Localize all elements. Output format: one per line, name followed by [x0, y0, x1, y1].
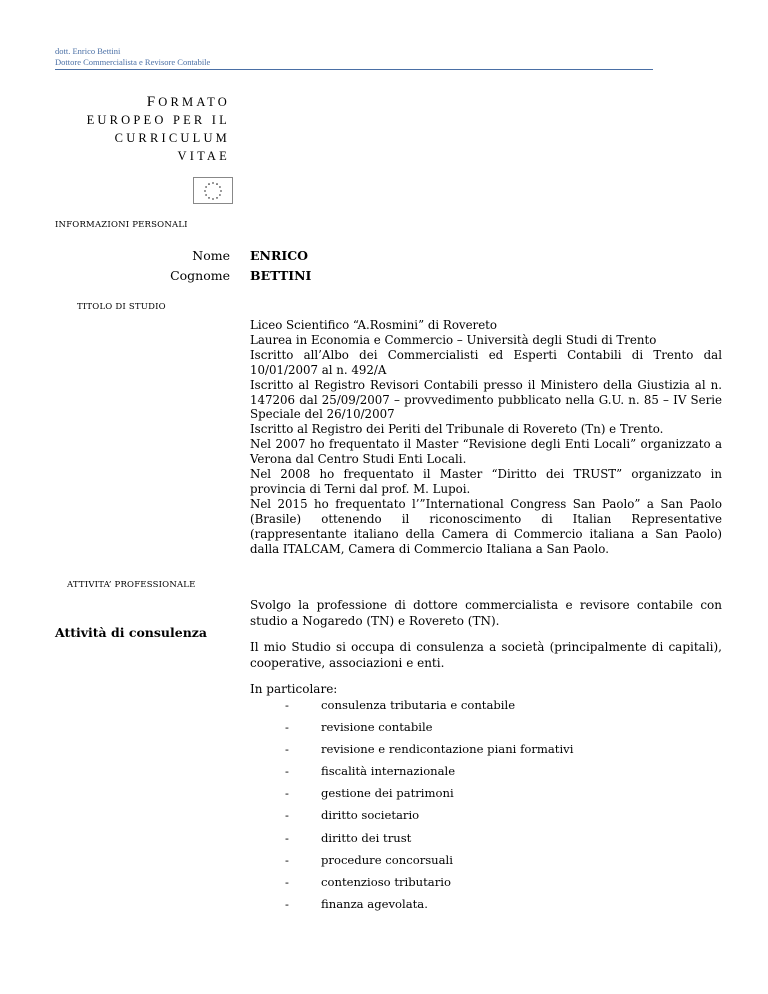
flag-star [216, 197, 218, 199]
bullet-dash: - [285, 808, 289, 823]
list-item [250, 698, 722, 720]
eu-flag-icon [193, 177, 233, 204]
title-line4: VITAE [177, 149, 230, 163]
list-item [250, 897, 722, 919]
bullet-dash: - [285, 764, 289, 779]
bullet-dash: - [285, 786, 289, 801]
bullet-dash: - [285, 698, 289, 712]
consulting-label: Attività di consulenza [55, 625, 208, 640]
title-line3: CURRICULUM [114, 131, 230, 145]
flag-star [205, 194, 207, 196]
list-item [250, 764, 722, 786]
title-line1: ORMATO [158, 95, 230, 109]
cv-title [87, 93, 230, 165]
page-header [55, 46, 653, 70]
bullet-dash: - [285, 874, 289, 889]
education-item: Liceo Scientifico “A.Rosmini” di Rovereto [250, 318, 498, 332]
bullet-dash: - [285, 742, 289, 757]
flag-star [208, 183, 210, 185]
professional-paragraph: Il mio Studio si occupa di consulenza a società (principalmente di capitali), cooperative, associazioni e enti. [250, 640, 722, 670]
professional-paragraph: Svolgo la professione di dottore commercialista e revisore contabile con studio a Nogaredo (TN) e Rovereto (TN). [250, 598, 722, 628]
service-label: fiscalità internazionale [321, 764, 456, 779]
service-label: procedure concorsuali [321, 852, 453, 867]
service-label: finanza agevolata. [321, 896, 428, 911]
title-line2: EUROPEO PER IL [86, 113, 230, 127]
service-label: revisione contabile [321, 720, 433, 735]
flag-star [219, 186, 221, 188]
list-item [250, 720, 722, 742]
name-value: ENRICO [250, 248, 309, 263]
surname-value: BETTINI [250, 268, 312, 283]
name-label: Nome [192, 248, 230, 263]
education-item: Iscritto al Registro Revisori Contabili presso il Ministero della Giustizia al n. 147206 dal 25/09/2007 – provvedimento pubblicato nella G.U. n. 85 – IV Serie Speciale del 26/10/2007 [250, 377, 722, 422]
list-item [250, 808, 722, 830]
list-item [250, 875, 722, 897]
header-name: dott. Enrico Bettini [55, 46, 121, 56]
flag-star [208, 197, 210, 199]
flag-star [204, 190, 206, 192]
bullet-dash: - [285, 896, 289, 911]
service-label: diritto dei trust [321, 830, 412, 845]
list-item [250, 786, 722, 808]
list-item [250, 853, 722, 875]
section-professional: ATTIVITA’ PROFESSIONALE [67, 580, 196, 590]
service-label: diritto societario [321, 808, 420, 823]
education-item: Iscritto all’Albo dei Commercialisti ed Esperti Contabili di Trento dal 10/01/2007 al n. 492/A [250, 347, 722, 377]
bullet-dash: - [285, 720, 289, 735]
flag-star [212, 198, 214, 200]
list-item [250, 742, 722, 764]
flag-star [220, 190, 222, 192]
service-label: consulenza tributaria e contabile [321, 698, 516, 712]
header-profession: Dottore Commercialista e Revisore Contabile [55, 57, 211, 67]
professional-paragraph: In particolare: [250, 682, 338, 696]
education-item: Laurea in Economia e Commercio – Università degli Studi di Trento [250, 332, 657, 347]
list-item [250, 831, 722, 853]
section-education: TITOLO DI STUDIO [77, 302, 166, 312]
education-item: Nel 2015 ho frequentato l’”International Congress San Paolo” a San Paolo (Brasile) ottenendo il riconoscimento di Italian Representative (rappresentante italiano della Camera di Commercio italiana a San Paolo) dalla ITALCAM, Camera di Commercio Italiana a San Paolo. [250, 496, 722, 556]
bullet-dash: - [285, 852, 289, 867]
service-label: revisione e rendicontazione piani formativi [321, 742, 574, 757]
title-initial: F [146, 94, 159, 110]
flag-star [216, 183, 218, 185]
flag-star [212, 182, 214, 184]
flag-star [219, 194, 221, 196]
surname-label: Cognome [170, 268, 230, 283]
service-label: gestione dei patrimoni [321, 786, 454, 801]
service-label: contenzioso tributario [321, 874, 451, 889]
education-item: Nel 2008 ho frequentato il Master “Diritto dei TRUST” organizzato in provincia di Terni dal prof. M. Lupoi. [250, 467, 722, 496]
education-item: Iscritto al Registro dei Periti del Tribunale di Rovereto (Tn) e Trento. [250, 422, 664, 437]
services-list [250, 698, 722, 919]
flag-star [205, 186, 207, 188]
education-item: Nel 2007 ho frequentato il Master “Revisione degli Enti Locali” organizzato a Verona dal Centro Studi Enti Locali. [250, 437, 722, 467]
professional-description [250, 598, 722, 709]
education-list [250, 318, 722, 557]
bullet-dash: - [285, 830, 289, 845]
section-personal-info: INFORMAZIONI PERSONALI [55, 220, 188, 230]
